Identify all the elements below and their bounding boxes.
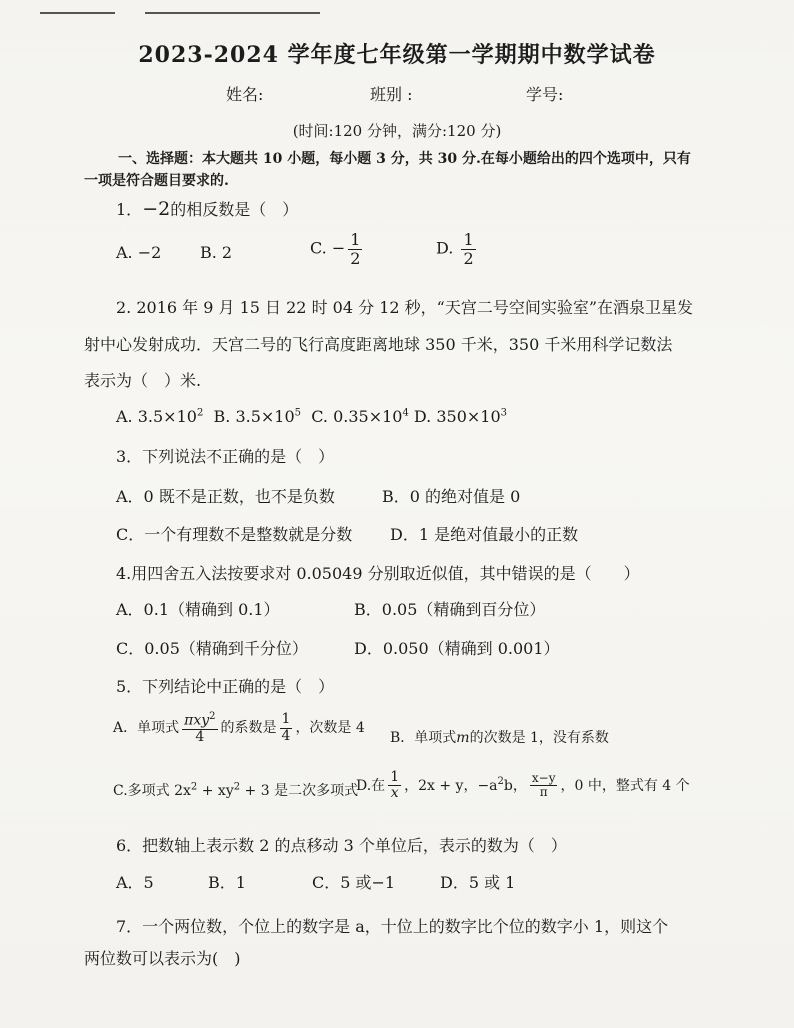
frac-num: 1 bbox=[390, 769, 400, 785]
q5-a-mid: 的系数是 bbox=[220, 720, 277, 737]
q2-b-label: B. bbox=[213, 407, 231, 426]
q1-option-b: B. 2 bbox=[200, 243, 233, 262]
frac-num: 1 bbox=[281, 711, 291, 728]
q5-a-post: ，次数是 4 bbox=[295, 720, 365, 737]
q5-d-term2: ，2x + y，−a bbox=[404, 777, 498, 794]
q5-d-fraction1 bbox=[388, 770, 401, 802]
q5-option-a bbox=[113, 711, 365, 745]
q5-d-term2-tail: b， bbox=[503, 777, 527, 794]
q4-option-c: C．0.05（精确到千分位） bbox=[116, 639, 308, 658]
q2-a-label: A. bbox=[116, 407, 133, 426]
q3-stem: 3．下列说法不正确的是（ ） bbox=[116, 447, 335, 466]
q1-stem-text: 的相反数是（ ） bbox=[170, 200, 299, 219]
q3-option-c: C．一个有理数不是整数就是分数 bbox=[116, 525, 353, 544]
name-label: 姓名: bbox=[226, 85, 264, 104]
q2-a-value: 3.5×10 bbox=[137, 407, 197, 426]
q5-b-pre: B．单项式 bbox=[390, 730, 457, 746]
q5-b-post: 的次数是 1，没有系数 bbox=[469, 730, 609, 746]
q5-c-post: + 3 是二次多项式 bbox=[240, 783, 359, 799]
frac-den: 2 bbox=[350, 248, 361, 268]
page-title: 2023-2024 学年度七年级第一学期期中数学试卷 bbox=[138, 42, 656, 68]
frac-den: 4 bbox=[281, 727, 291, 744]
q5-d-pre: D.在 bbox=[356, 777, 386, 794]
q5-d-term2-exp: 2 bbox=[497, 776, 504, 788]
q5-a-num: πxy bbox=[184, 712, 210, 729]
q6-stem: 6．把数轴上表示数 2 的点移动 3 个单位后，表示的数为（ ） bbox=[116, 836, 567, 855]
q2-stem-line1: 2. 2016 年 9 月 15 日 22 时 04 分 12 秒，“天宫二号空间实验室”在酒泉卫星发 bbox=[116, 298, 693, 317]
q7-stem-line2: 两位数可以表示为( ) bbox=[84, 949, 241, 968]
q2-c-exp: 4 bbox=[402, 407, 409, 419]
question-1-stem bbox=[116, 197, 298, 220]
q3-option-b: B．0 的绝对值是 0 bbox=[382, 487, 521, 506]
q1-d-fraction bbox=[461, 231, 475, 267]
q1-number: 1． bbox=[116, 200, 143, 219]
q2-d-label: D. bbox=[413, 407, 432, 426]
frac-den bbox=[388, 786, 401, 801]
student-id-label: 学号: bbox=[526, 85, 564, 104]
q5-c-pre: C.多项式 2x bbox=[113, 783, 191, 799]
q2-c-value: 0.35×10 bbox=[333, 407, 403, 426]
frac-num: 1 bbox=[463, 230, 474, 249]
q5-a-num-exp: 2 bbox=[209, 711, 216, 722]
q6-option-d: D．5 或 1 bbox=[440, 873, 516, 892]
q5-c-mid: + xy bbox=[197, 783, 234, 799]
q1-d-label: D. bbox=[436, 238, 454, 258]
q5-c-exp1: 2 bbox=[190, 781, 198, 793]
q7-stem-line1: 7．一个两位数，个位上的数字是 a，十位上的数字比个位的数字小 1，则这个 bbox=[116, 917, 669, 936]
frac-den: π bbox=[539, 785, 548, 800]
q5-d-f1-den: x bbox=[390, 785, 399, 802]
q4-option-b: B．0.05（精确到百分位） bbox=[354, 600, 546, 619]
q5-d-post: ，0 中，整式有 4 个 bbox=[560, 777, 690, 794]
q1-c-label: C. bbox=[310, 238, 327, 258]
q2-stem-line3: 表示为（ ）米. bbox=[84, 371, 202, 390]
q5-a-pre: A．单项式 bbox=[113, 720, 180, 737]
q2-a-exp: 2 bbox=[196, 407, 204, 419]
exam-meta: (时间:120 分钟，满分:120 分) bbox=[292, 122, 502, 140]
q6-option-c: C．5 或−1 bbox=[312, 873, 396, 892]
q4-option-a: A．0.1（精确到 0.1） bbox=[116, 600, 280, 619]
q1-option-a: A. −2 bbox=[116, 243, 162, 262]
q2-d-exp: 3 bbox=[500, 407, 508, 419]
q2-stem-line2: 射中心发射成功．天宫二号的飞行高度距离地球 350 千米，350 千米用科学记数法 bbox=[84, 335, 673, 354]
q3-option-a: A．0 既不是正数，也不是负数 bbox=[116, 487, 335, 506]
q6-option-a: A．5 bbox=[116, 873, 154, 892]
class-label: 班别 : bbox=[370, 85, 413, 104]
q2-d-value: 350×10 bbox=[436, 407, 501, 426]
q2-b-value: 3.5×10 bbox=[235, 407, 295, 426]
q1-option-c bbox=[310, 231, 365, 267]
q5-option-d bbox=[356, 770, 690, 802]
q4-option-d: D．0.050（精确到 0.001） bbox=[354, 639, 560, 658]
scan-artifact-line bbox=[145, 12, 320, 14]
q5-stem: 5．下列结论中正确的是（ ） bbox=[116, 677, 335, 696]
q1-c-sign: − bbox=[331, 238, 346, 258]
frac-num bbox=[182, 711, 217, 730]
q5-option-c bbox=[113, 780, 358, 800]
q2-options bbox=[116, 407, 507, 426]
q1-c-fraction bbox=[348, 231, 362, 267]
q5-a-coef-fraction bbox=[280, 712, 293, 744]
frac-den: 2 bbox=[463, 248, 474, 268]
q5-b-var: m bbox=[456, 730, 470, 746]
scan-artifact-line bbox=[40, 12, 115, 14]
q2-b-exp: 5 bbox=[294, 407, 302, 419]
q5-a-fraction bbox=[182, 711, 217, 745]
section-header: 一项是符合题目要求的. bbox=[84, 173, 229, 189]
q3-option-d: D．1 是绝对值最小的正数 bbox=[390, 525, 579, 544]
frac-num: x−y bbox=[531, 771, 556, 786]
q2-c-label: C. bbox=[311, 407, 328, 426]
section-header: 一、选择题：本大题共 10 小题，每小题 3 分，共 30 分.在每小题给出的四个选项中，只有 bbox=[118, 151, 691, 167]
q6-option-b: B．1 bbox=[208, 873, 246, 892]
q4-stem: 4.用四舍五入法按要求对 0.05049 分别取近似值，其中错误的是（ ） bbox=[116, 564, 640, 583]
frac-num: 1 bbox=[350, 230, 361, 249]
q5-option-b bbox=[390, 727, 609, 747]
q5-d-fraction2 bbox=[530, 772, 558, 799]
frac-den: 4 bbox=[195, 729, 205, 746]
q5-c-exp2: 2 bbox=[233, 781, 241, 793]
q1-option-d bbox=[436, 231, 479, 267]
q1-neg-two: −2 bbox=[142, 198, 171, 220]
